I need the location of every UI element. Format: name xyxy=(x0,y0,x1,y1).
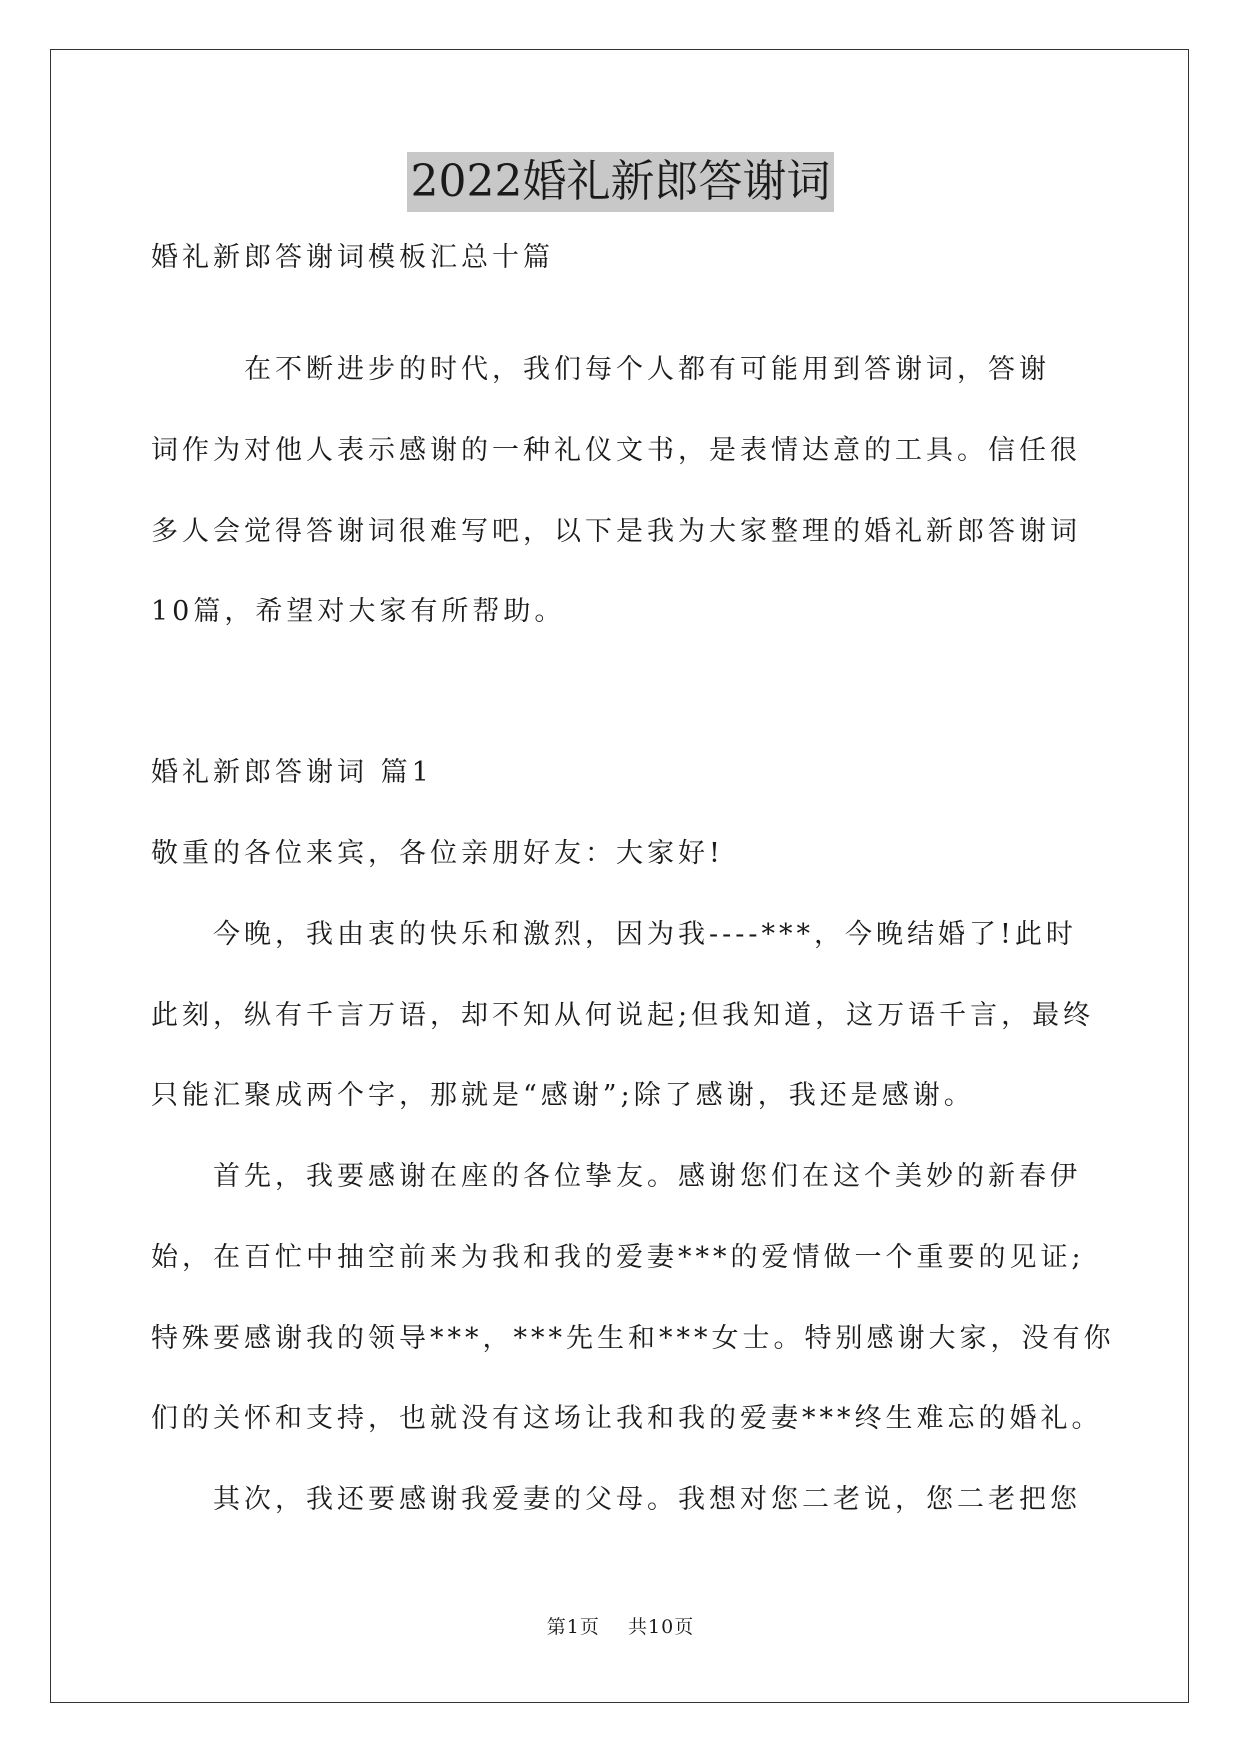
body-line: 们的关怀和支持，也就没有这场让我和我的爱妻***终生难忘的婚礼。 xyxy=(151,1403,1103,1434)
body-line: 此刻，纵有千言万语，却不知从何说起;但我知道，这万语千言，最终 xyxy=(151,1000,1095,1031)
greeting-line: 敬重的各位来宾，各位亲朋好友：大家好! xyxy=(151,838,724,869)
body-line: 今晚，我由衷的快乐和激烈，因为我----***，今晚结婚了!此时 xyxy=(151,919,1077,950)
body-line: 始，在百忙中抽空前来为我和我的爱妻***的爱情做一个重要的见证; xyxy=(151,1242,1085,1273)
document-title: 2022婚礼新郎答谢词 xyxy=(407,152,835,212)
section-heading: 婚礼新郎答谢词 篇1 xyxy=(151,757,433,788)
intro-line: 多人会觉得答谢词很难写吧，以下是我为大家整理的婚礼新郎答谢词 xyxy=(151,516,1081,547)
intro-line: 10篇，希望对大家有所帮助。 xyxy=(151,596,566,627)
body-line: 只能汇聚成两个字，那就是“感谢”;除了感谢，我还是感谢。 xyxy=(151,1080,975,1111)
page-footer xyxy=(0,1615,1241,1639)
title-block xyxy=(0,152,1241,212)
page-number: 第1页 xyxy=(546,1616,600,1638)
page-total: 共10页 xyxy=(628,1616,695,1638)
intro-line: 词作为对他人表示感谢的一种礼仪文书，是表情达意的工具。信任很 xyxy=(151,435,1081,466)
page-border xyxy=(50,49,1189,1703)
intro-line: 在不断进步的时代，我们每个人都有可能用到答谢词，答谢 xyxy=(151,354,1050,385)
body-line: 特殊要感谢我的领导***，***先生和***女士。特别感谢大家，没有你 xyxy=(151,1323,1115,1354)
body-line: 其次，我还要感谢我爱妻的父母。我想对您二老说，您二老把您 xyxy=(151,1484,1081,1515)
body-line: 首先，我要感谢在座的各位挚友。感谢您们在这个美妙的新春伊 xyxy=(151,1161,1081,1192)
document-subtitle: 婚礼新郎答谢词模板汇总十篇 xyxy=(151,242,554,273)
